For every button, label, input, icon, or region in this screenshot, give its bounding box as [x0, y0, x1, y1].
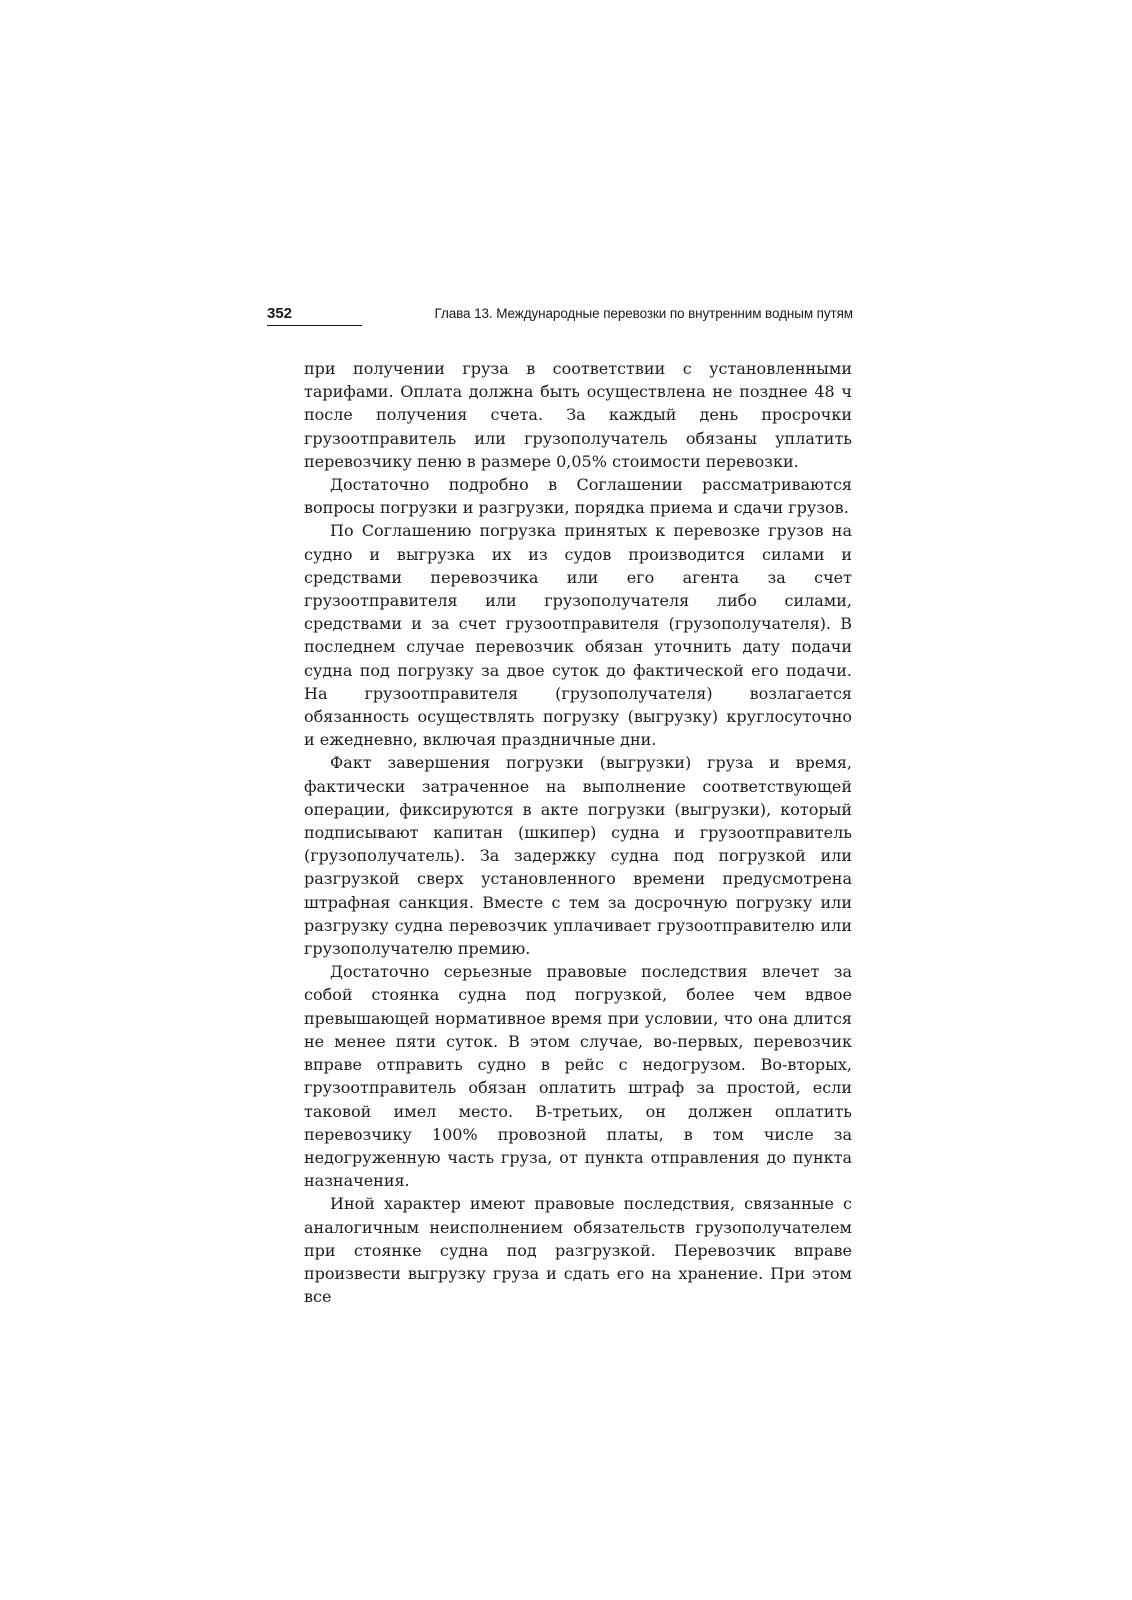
body-text	[304, 357, 852, 1308]
page-header	[267, 305, 853, 335]
paragraph: Факт завершения погрузки (выгрузки) груза и время, фактически затраченное на выполнение соответствующей операции, фиксируются в акте погрузки (выгрузки), который подписывают капитан (шкипер) судна и грузоотправитель (грузополучатель). За задержку судна под погрузкой или разгрузкой сверх установленного времени предусмотрена штрафная санкция. Вместе с тем за досрочную погрузку или разгрузку судна перевозчик уплачивает грузоотправителю или грузополучателю премию.	[304, 753, 852, 959]
paragraph: Достаточно подробно в Соглашении рассматриваются вопросы погрузки и разгрузки, порядка приема и сдачи грузов.	[304, 475, 852, 518]
header-rule	[267, 325, 362, 326]
paragraph: Иной характер имеют правовые последствия, связанные с аналогичным неисполнением обязательств грузополучателем при стоянке судна под разгрузкой. Перевозчик вправе произвести выгрузку груза и сдать его на хранение. При этом все	[304, 1194, 852, 1307]
running-title: Глава 13. Международные перевозки по внутренним водным путям	[434, 306, 853, 321]
page-number: 352	[267, 305, 293, 322]
paragraph: Достаточно серьезные правовые последствия влечет за собой стоянка судна под погрузкой, более чем вдвое превышающей нормативное время при условии, что она длится не менее пяти суток. В этом случае, во-первых, перевозчик вправе отправить судно в рейс с недогрузом. Во-вторых, грузоотправитель обязан оплатить штраф за простой, если таковой имел место. В-третьих, он должен оплатить перевозчику 100% провозной платы, в том числе за недогруженную часть груза, от пункта отправления до пункта назначения.	[304, 962, 852, 1191]
paragraph: при получении груза в соответствии с установленными тарифами. Оплата должна быть осуществлена не позднее 48 ч после получения счета. За каждый день просрочки грузоотправитель или грузополучатель обязаны уплатить перевозчику пеню в размере 0,05% стоимости перевозки.	[304, 359, 852, 471]
paragraph: По Соглашению погрузка принятых к перевозке грузов на судно и выгрузка их из судов производится силами и средствами перевозчика или его агента за счет грузоотправителя или грузополучателя либо силами, средствами и за счет грузоотправителя (грузополучателя). В последнем случае перевозчик обязан уточнить дату подачи судна под погрузку за двое суток до фактической его подачи. На грузоотправителя (грузополучателя) возлагается обязанность осуществлять погрузку (выгрузку) круглосуточно и ежедневно, включая праздничные дни.	[304, 521, 852, 750]
